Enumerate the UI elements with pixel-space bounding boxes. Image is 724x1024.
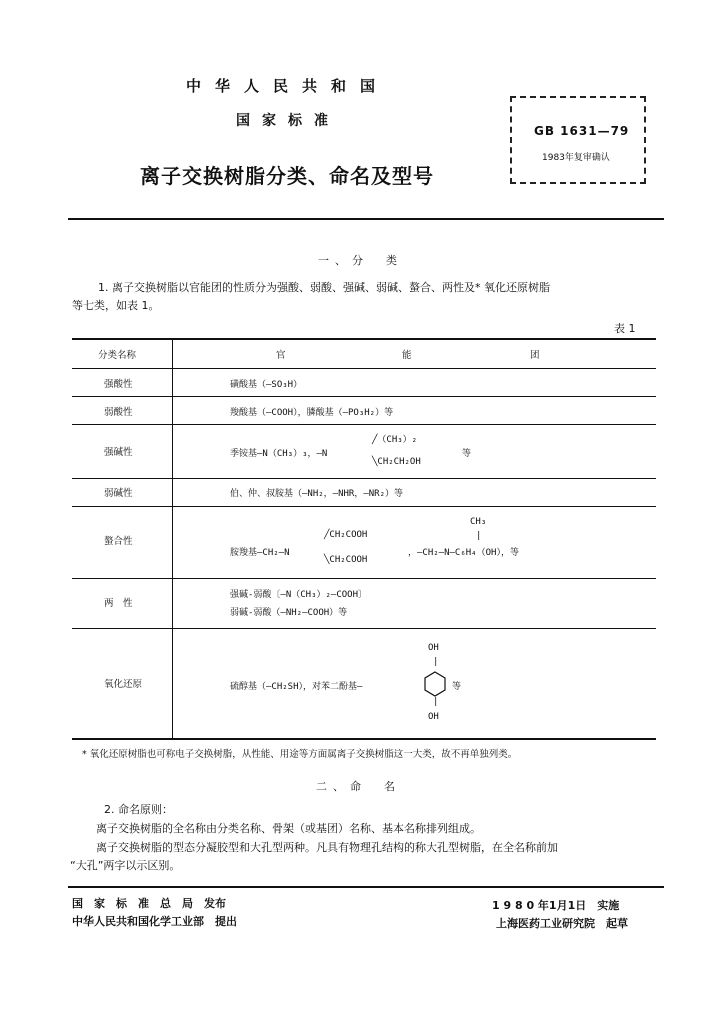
table-header-functional-3: 团 — [530, 350, 540, 361]
table-row-value: 硫醇基（—CH₂SH），对苯二酚基— — [230, 682, 363, 692]
standard-type: 国家标准 — [236, 113, 340, 129]
footer-effective-date: 1 9 8 0 年1月1日 实施 — [492, 899, 620, 912]
table-row-divider — [72, 578, 656, 579]
table-column-divider — [172, 338, 173, 740]
redox-bond-top: | — [433, 657, 439, 667]
naming-item: 2. 命名原则： — [104, 803, 173, 816]
table-row-name: 氧化还原 — [104, 679, 143, 690]
table-row-divider — [72, 506, 656, 507]
table-row-name: 强碱性 — [104, 447, 133, 458]
chelate-methyl: CH₃ — [470, 517, 487, 527]
country-title: 中华人民共和国 — [186, 77, 390, 95]
amphoteric-line-1: 强碱-弱酸〔—N（CH₃）₂—COOH〕 — [230, 590, 368, 600]
table-row-divider — [72, 396, 656, 397]
naming-paragraph-3: “大孔”两字以示区别。 — [70, 859, 181, 872]
table-header-divider — [72, 368, 656, 369]
chelate-branch-bottom: ╲CH₂COOH — [324, 555, 368, 565]
table-row-name: 弱碱性 — [104, 488, 133, 499]
table-row-value: 季铵基—N（CH₃）₃，—N — [230, 449, 328, 459]
redox-oh-bottom: OH — [428, 712, 439, 722]
chelate-branch-top: ╱CH₂COOH — [324, 530, 368, 540]
table-label: 表 1 — [614, 322, 636, 335]
benzene-ring-icon — [424, 671, 446, 697]
chelate-lead: 胺羧基—CH₂—N — [230, 548, 290, 558]
footer-rule — [68, 886, 664, 888]
table-row-name: 强酸性 — [104, 379, 133, 390]
strong-base-suffix: 等 — [462, 449, 472, 459]
strong-base-branch-top: ╱（CH₃）₂ — [372, 435, 418, 445]
table-row-divider — [72, 628, 656, 629]
naming-paragraph-2: 离子交换树脂的型态分凝胶型和大孔型两种。凡具有物理孔结构的称大孔型树脂，在全名称前加 — [96, 841, 558, 854]
classification-paragraph: 1. 离子交换树脂以官能团的性质分为强酸、弱酸、强碱、弱碱、螯合、两性及* 氧化还原树脂 — [98, 281, 550, 294]
section-heading-classification: 一、分 类 — [318, 254, 403, 267]
table-header-category: 分类名称 — [98, 350, 137, 361]
table-row-name: 两 性 — [104, 598, 133, 609]
table-row-divider — [72, 478, 656, 479]
table-top-border — [72, 338, 656, 340]
standard-number: GB 1631—79 — [534, 124, 630, 138]
footer-issued-by: 国 家 标 准 总 局 发布 — [72, 897, 226, 910]
header-rule — [68, 218, 664, 220]
classification-paragraph-cont: 等七类，如表 1。 — [72, 299, 160, 312]
redox-suffix: 等 — [452, 682, 462, 692]
amphoteric-line-2: 弱碱-弱酸（—NH₂—COOH）等 — [230, 608, 348, 618]
redox-bond-bottom: | — [433, 697, 439, 707]
chelate-bond: | — [476, 531, 482, 541]
standard-number-box — [510, 96, 646, 184]
page-title: 离子交换树脂分类、命名及型号 — [140, 164, 434, 188]
footnote: * 氧化还原树脂也可称电子交换树脂，从性能、用途等方面属离子交换树脂这一大类，故不再单独列类。 — [82, 749, 518, 760]
table-row-name: 弱酸性 — [104, 407, 133, 418]
naming-paragraph-1: 离子交换树脂的全名称由分类名称、骨架（或基团）名称、基本名称排列组成。 — [96, 822, 481, 835]
table-header-functional-1: 官 — [276, 350, 286, 361]
section-heading-naming: 二、命 名 — [316, 780, 401, 793]
footer-drafted-by: 上海医药工业研究院 起草 — [496, 917, 628, 930]
table-row-name: 螯合性 — [104, 536, 133, 547]
strong-base-branch-bottom: ╲CH₂CH₂OH — [372, 457, 421, 467]
table-header-functional-2: 能 — [402, 350, 412, 361]
redox-oh-top: OH — [428, 643, 439, 653]
table-row-divider — [72, 424, 656, 425]
table-bottom-border — [72, 738, 656, 740]
chelate-alt-formula: ，—CH₂—N—C₆H₄（OH），等 — [408, 548, 519, 558]
table-row-value: 羧酸基（—COOH），膦酸基（—PO₃H₂）等 — [230, 408, 394, 418]
table-row-value: 磺酸基（—SO₃H） — [230, 380, 303, 390]
reconfirm-note: 1983年复审确认 — [542, 153, 610, 163]
table-row-value: 伯、仲、叔胺基（—NH₂，—NHR，—NR₂）等 — [230, 489, 404, 499]
footer-proposed-by: 中华人民共和国化学工业部 提出 — [72, 915, 237, 928]
